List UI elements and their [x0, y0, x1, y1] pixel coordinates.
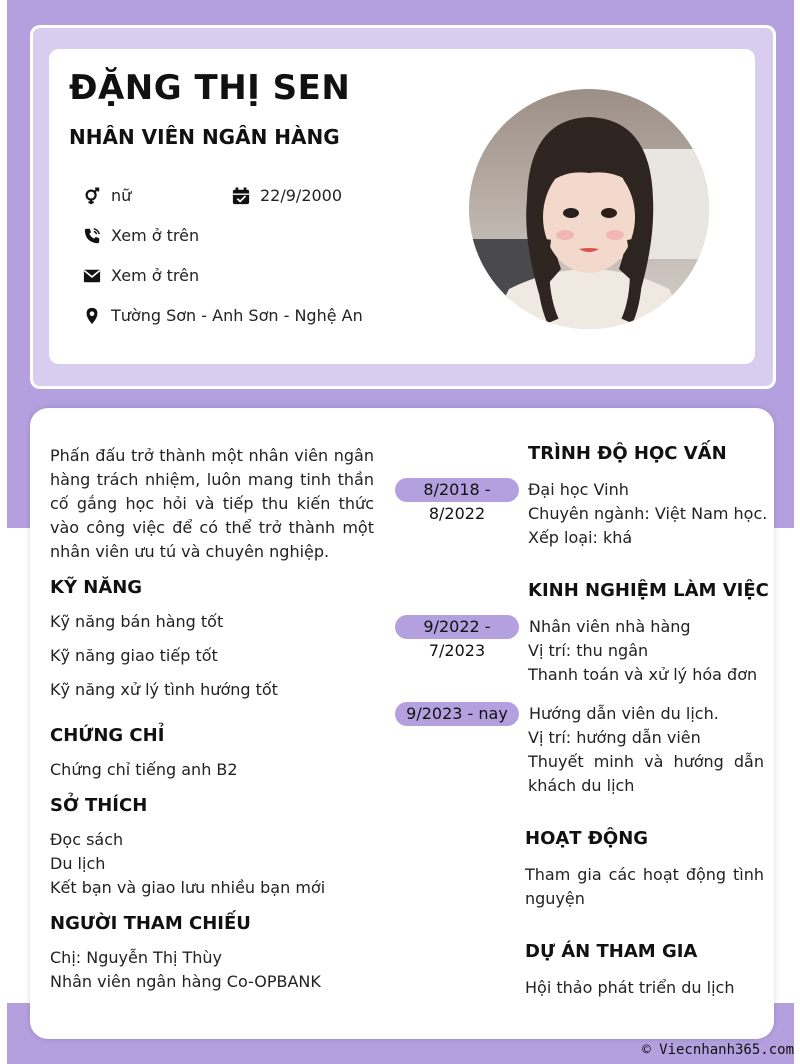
hobby-item: Du lịch: [50, 854, 106, 873]
email-text: Xem ở trên: [111, 266, 200, 285]
birthdate-info: [232, 186, 342, 205]
skill-item: Kỹ năng bán hàng tốt: [50, 612, 224, 631]
activities-text: Tham gia các hoạt động tình nguyện: [525, 865, 764, 908]
profile-photo: [469, 89, 709, 329]
reference-line: Chị: Nguyễn Thị Thùy: [50, 948, 223, 967]
job-line: Thanh toán và xử lý hóa đơn: [528, 665, 758, 684]
experience-heading: KINH NGHIỆM LÀM VIỆC: [528, 580, 769, 601]
footer-watermark: © Viecnhanh365.com: [642, 1042, 794, 1058]
job-period-badge: 9/2022 - 7/2023: [395, 615, 519, 639]
gender-icon: [83, 187, 101, 205]
skills-heading: KỸ NĂNG: [50, 577, 143, 598]
hobby-item: Đọc sách: [50, 830, 124, 849]
certificates-heading: CHỨNG CHỈ: [50, 725, 165, 746]
phone-icon: [83, 227, 101, 245]
location-pin-icon: [83, 307, 101, 325]
address-text: Tường Sơn - Anh Sơn - Nghệ An: [111, 306, 363, 325]
reference-heading: NGƯỜI THAM CHIẾU: [50, 913, 251, 934]
education-heading: TRÌNH ĐỘ HỌC VẤN: [528, 443, 727, 464]
gender-text: nữ: [111, 186, 132, 205]
job-line: Thuyết minh và hướng dẫn khách du lịch: [528, 752, 764, 795]
skill-item: Kỹ năng giao tiếp tốt: [50, 646, 218, 665]
email-info: [83, 266, 199, 285]
education-line: Xếp loại: khá: [528, 528, 633, 547]
candidate-name: ĐẶNG THỊ SEN: [69, 68, 351, 108]
birthdate-text: 22/9/2000: [260, 186, 343, 205]
job-line: Vị trí: thu ngân: [528, 641, 649, 660]
skill-item: Kỹ năng xử lý tình hướng tốt: [50, 680, 278, 699]
gender-info: [83, 186, 131, 205]
certificate-item: Chứng chỉ tiếng anh B2: [50, 760, 238, 779]
projects-heading: DỰ ÁN THAM GIA: [525, 941, 698, 962]
job-line: Hướng dẫn viên du lịch.: [529, 704, 719, 723]
job-line: Nhân viên nhà hàng: [529, 617, 691, 636]
mail-icon: [83, 267, 101, 285]
job-line: Vị trí: hướng dẫn viên: [528, 728, 701, 747]
education-period-badge: 8/2018 - 8/2022: [395, 478, 519, 502]
job-title: NHÂN VIÊN NGÂN HÀNG: [69, 125, 340, 149]
activities-heading: HOẠT ĐỘNG: [525, 828, 649, 849]
phone-info: [83, 226, 199, 245]
address-info: [83, 306, 363, 325]
job-period-badge: 9/2023 - nay: [395, 702, 519, 726]
education-line: Chuyên ngành: Việt Nam học.: [528, 504, 768, 523]
calendar-icon: [232, 187, 250, 205]
hobbies-heading: SỞ THÍCH: [50, 795, 148, 816]
reference-line: Nhân viên ngân hàng Co-OPBANK: [50, 972, 321, 991]
projects-text: Hội thảo phát triển du lịch: [525, 978, 735, 997]
hobby-item: Kết bạn và giao lưu nhiều bạn mới: [50, 878, 326, 897]
education-line: Đại học Vinh: [528, 480, 629, 499]
career-objective: Phấn đấu trở thành một nhân viên ngân hàng trách nhiệm, luôn mang tinh thần cố gắng học hỏi và tiếp thu kiến thức vào công việc để có thể trở thành một nhân viên ưu tú và chuyên nghiệp.: [50, 446, 374, 561]
phone-text: Xem ở trên: [111, 226, 200, 245]
